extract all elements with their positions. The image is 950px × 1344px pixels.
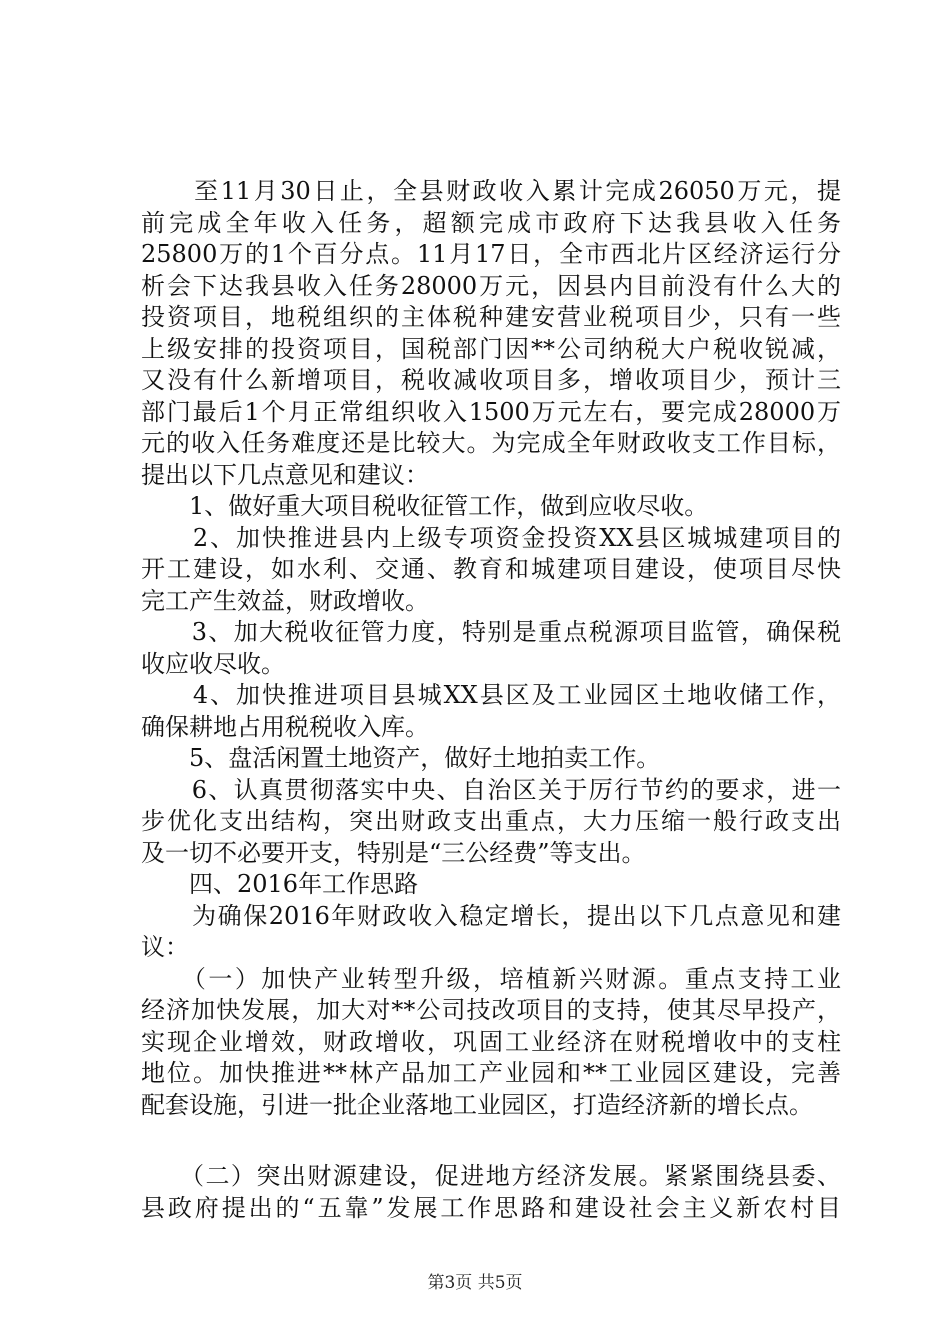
text-line: 经济加快发展，加大对**公司技改项目的支持，使其尽早投产，: [141, 996, 841, 1024]
text-line: 2、加快推进县内上级专项资金投资XX县区城城建项目的: [141, 523, 841, 552]
text-line: （一）加快产业转型升级，培植新兴财源。重点支持工业: [141, 964, 841, 993]
text-line: 提出以下几点意见和建议：: [141, 460, 429, 489]
text-line: 25800万的1个百分点。11月17日，全市西北片区经济运行分: [141, 240, 841, 268]
text-line: 5、盘活闲置土地资产，做好土地拍卖工作。: [141, 744, 661, 772]
text-line: 确保耕地占用税税收入库。: [141, 712, 429, 741]
text-line: 为确保2016年财政收入稳定增长，提出以下几点意见和建: [141, 901, 841, 930]
page-footer: 第3页 共5页: [427, 1273, 523, 1293]
text-line: 又没有什么新增项目，税收减收项目多，增收项目少，预计三: [141, 366, 841, 394]
text-line: 投资项目，地税组织的主体税种建安营业税项目少，只有一些: [141, 303, 841, 331]
text-line: 6、认真贯彻落实中央、自治区关于厉行节约的要求，进一: [141, 775, 841, 804]
text-line: 步优化支出结构，突出财政支出重点，大力压缩一般行政支出: [141, 807, 841, 835]
text-line: 收应收尽收。: [141, 649, 285, 678]
text-line: 析会下达我县收入任务28000万元，因县内目前没有什么大的: [141, 271, 841, 300]
text-line: （二）突出财源建设，促进地方经济发展。紧紧围绕县委、: [141, 1162, 841, 1190]
text-line: 元的收入任务难度还是比较大。为完成全年财政收支工作目标，: [141, 429, 841, 457]
text-line: 开工建设，如水利、交通、教育和城建项目建设，使项目尽快: [141, 555, 841, 583]
text-line: 配套设施，引进一批企业落地工业园区，打造经济新的增长点。: [141, 1090, 813, 1119]
text-line: 上级安排的投资项目，国税部门因**公司纳税大户税收锐减，: [141, 334, 841, 363]
text-line: 至11月30日止，全县财政收入累计完成26050万元，提: [141, 177, 841, 205]
paragraph-gap: [141, 1121, 841, 1161]
text-line: 及一切不必要开支，特别是“三公经费”等支出。: [141, 838, 646, 867]
text-line: 部门最后1个月正常组织收入1500万元左右，要完成28000万: [141, 397, 841, 426]
text-line: 1、做好重大项目税收征管工作，做到应收尽收。: [141, 492, 709, 520]
text-line: 4、加快推进项目县城XX县区及工业园区土地收储工作，: [141, 681, 841, 709]
text-line: 3、加大税收征管力度，特别是重点税源项目监管，确保税: [141, 618, 841, 646]
text-line: 实现企业增效，财政增收，巩固工业经济在财税增收中的支柱: [141, 1027, 841, 1056]
text-line: 县政府提出的“五靠”发展工作思路和建设社会主义新农村目: [141, 1193, 841, 1222]
text-line: 地位。加快推进**林产品加工产业园和**工业园区建设，完善: [141, 1059, 841, 1087]
text-line: 四、2016年工作思路: [141, 870, 419, 898]
document-body: [141, 176, 841, 1224]
text-line: 前完成全年收入任务，超额完成市政府下达我县收入任务: [141, 208, 841, 237]
text-line: 议：: [141, 933, 189, 961]
text-line: 完工产生效益，财政增收。: [141, 586, 429, 615]
